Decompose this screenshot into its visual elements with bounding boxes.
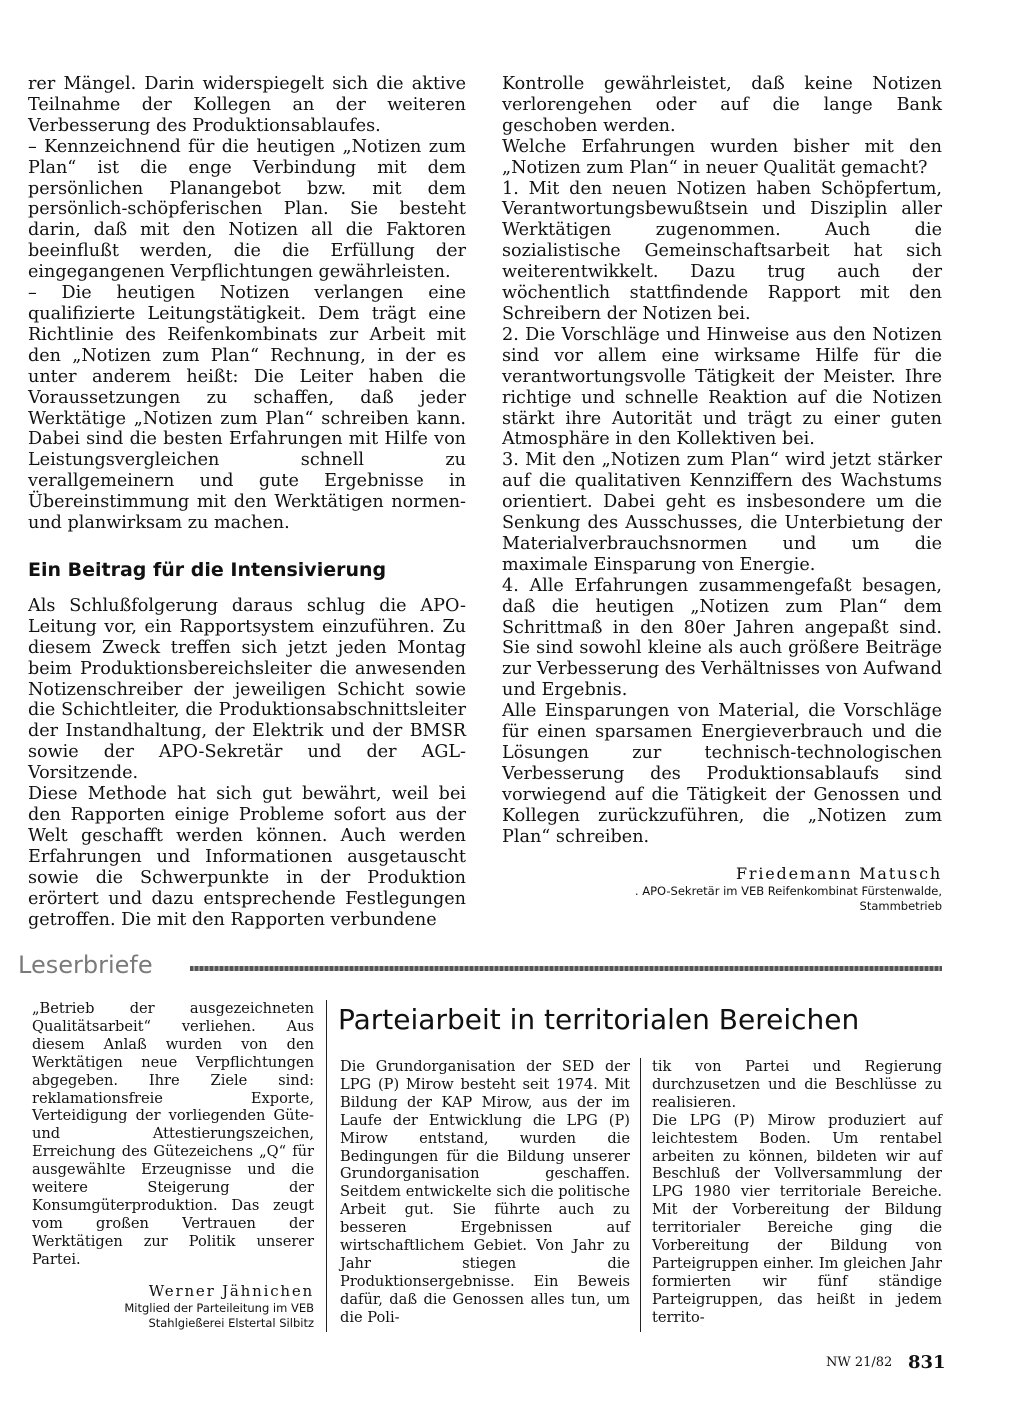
paragraph: Als Schlußfolgerung daraus schlug die APO-Leitung vor, ein Rapportsystem einzuführen. Zu diesem Zweck treffen sich jetzt jeden Montag beim Produktionsbereichsleiter die anwesenden Notizenschreiber der jeweiligen Schicht sowie die Schichtleiter, die Produktionsabschnittsleiter der Instandhaltung, der Elektrik und der BMSR sowie der APO-Sekretär und der AGL-Vorsitzende. [28, 595, 466, 784]
paragraph: – Die heutigen Notizen verlangen eine qualifizierte Leitungstätigkeit. Dem trägt eine Richtlinie des Reifenkombinats zur Arbeit mit den „Notizen zum Plan“ Rechnung, in der es unter anderem heißt: Die Leiter haben die Voraussetzungen zu schaffen, daß jeder Werktätige „Notizen zum Plan“ schreiben kann. Dabei sind die besten Erfahrungen mit Hilfe von Leistungsvergleichen schnell zu verallgemeinern und gute Ergebnisse in Übereinstimmung mit den Werktätigen normen- und planwirksam zu machen. [28, 283, 466, 534]
paragraph: Welche Erfahrungen wurden bisher mit den „Notizen zum Plan“ in neuer Qualität gemacht? [502, 136, 942, 178]
column-divider [640, 1058, 641, 1332]
paragraph: Alle Einsparungen von Material, die Vorschläge für einen sparsamen Energieverbrauch und die Lösungen zur technisch-technologischen Verbesserung des Produktionsablaufs sind vorwiegend auf die Tätigkeit der Genossen und Kollegen zurückzuführen, die „Notizen zum Plan“ schreiben. [502, 701, 942, 847]
paragraph: „Betrieb der ausgezeichneten Qualitätsarbeit“ verliehen. Aus diesem Anlaß wurden von den Werktätigen neue Verpflichtungen abgegeben. Ihre Ziele sind: reklamationsfreie Exporte, Verteidigung der vorliegenden Güte- und Attestierungszeichen, Erreichung des Gütezeichens „Q“ für ausgewählte Erzeugnisse und die weitere Steigerung der Konsumgüterproduktion. Das zeugt vom großen Vertrauen der Werktätigen zur Politik unserer Partei. [32, 1000, 314, 1268]
section-rule [190, 966, 942, 971]
paragraph: 2. Die Vorschläge und Hinweise aus den Notizen sind vor allem eine wirksame Hilfe für die verantwortungsvolle Tätigkeit der Meister. Ihre richtige und schnelle Reaktion auf die Notizen stärkt ihre Autorität und trägt zu einer guten Atmosphäre in den Kollektiven bei. [502, 324, 942, 450]
letter-headline: Parteiarbeit in territorialen Bereichen [338, 1003, 860, 1036]
author-role: Mitglied der Parteileitung im VEB Stahlgießerei Elstertal Silbitz [124, 1300, 314, 1330]
column-divider [326, 1000, 327, 1332]
author-name: Werner Jähnichen [148, 1281, 314, 1300]
paragraph: 3. Mit den „Notizen zum Plan“ wird jetzt stärker auf die qualitativen Kennziffern des Wachstums orientiert. Dabei geht es insbesondere um die Senkung des Ausschusses, die Unterbietung der Materialverbrauchsnormen und um die maximale Einsparung von Energie. [502, 450, 942, 575]
letter-column-left [32, 1000, 314, 1331]
section-label: Leserbriefe [18, 951, 153, 979]
article-column-left [28, 74, 466, 930]
paragraph: Kontrolle gewährleistet, daß keine Notizen verlorengehen oder auf die lange Bank geschoben werden. [502, 74, 942, 136]
paragraph: Diese Methode hat sich gut bewährt, weil bei den Rapporten einige Probleme sofort aus der Welt geschafft werden können. Auch werden Erfahrungen und Informationen ausgetauscht sowie die Schwerpunkte in der Produktion erörtert und dazu entsprechende Festlegungen getroffen. Die mit den Rapporten verbundene [28, 784, 466, 930]
section-bar [18, 950, 942, 980]
page-number: 831 [908, 1352, 946, 1373]
paragraph: Die Grundorganisation der SED der LPG (P) Mirow besteht seit 1974. Mit Bildung der KAP Mirow, aus der im Laufe der Entwicklung die LPG (P) Mirow entstand, wurden die Bedingungen für die Bildung unserer Grundorganisation geschaffen. Seitdem entwickelte sich die politische Arbeit gut. Sie führte auch zu besseren Ergebnissen auf wirtschaftlichem Gebiet. Von Jahr zu Jahr stiegen die Produktionsergebnisse. Ein Beweis dafür, daß die Genossen alles tun, um die Poli- [340, 1058, 630, 1326]
letter-column-middle [340, 1058, 630, 1327]
author-name: Friedemann Matusch [736, 863, 942, 883]
paragraph: Die LPG (P) Mirow produziert auf leichtestem Boden. Um rentabel arbeiten zu können, bildeten wir auf Beschluß der Vollversammlung der LPG 1980 vier territoriale Bereiche. Mit der Vorbereitung der Bildung territorialer Bereiche ging die Vorbereitung der Bildung von Parteigruppen einher. Im gleichen Jahr formierten wir fünf ständige Parteigruppen, das heißt in jedem territo- [652, 1111, 942, 1326]
paragraph: 4. Alle Erfahrungen zusammengefaßt besagen, daß die heutigen „Notizen zum Plan“ dem Schrittmaß in den 80er Jahren angepaßt sind. Sie sind sowohl kleine als auch größere Beiträge zur Verbesserung des Verhältnisses von Aufwand und Ergebnis. [502, 575, 942, 701]
paragraph: 1. Mit den neuen Notizen haben Schöpfertum, Verantwortungsbewußtsein und Disziplin aller Werktätigen zugenommen. Auch die sozialistische Gemeinschaftsarbeit hat sich weiterentwikkelt. Dazu trug auch der wöchentlich stattfindende Rapport mit den Schreibern der Notizen bei. [502, 178, 942, 324]
issue-number: NW 21/82 [826, 1355, 893, 1370]
section-heading: Ein Beitrag für die Intensivierung [28, 558, 387, 581]
article-column-right [502, 74, 942, 914]
paragraph: rer Mängel. Darin widerspiegelt sich die aktive Teilnahme der Kollegen an der weiteren Verbesserung des Produktionsablaufes. [28, 74, 466, 136]
letter-column-right [652, 1058, 942, 1327]
author-role: . APO-Sekretär im VEB Reifenkombinat Fürstenwalde, Stammbetrieb [634, 883, 942, 913]
paragraph: – Kennzeichnend für die heutigen „Notizen zum Plan“ ist die enge Verbindung mit dem persönlichen Planangebot bzw. mit dem persönlich-schöpferischen Plan. Sie besteht darin, daß mit den Notizen all die Faktoren beeinflußt werden, die die Erfüllung der eingegangenen Verpflichtungen gewährleisten. [28, 136, 466, 283]
paragraph: tik von Partei und Regierung durchzusetzen und die Beschlüsse zu realisieren. [652, 1058, 942, 1111]
